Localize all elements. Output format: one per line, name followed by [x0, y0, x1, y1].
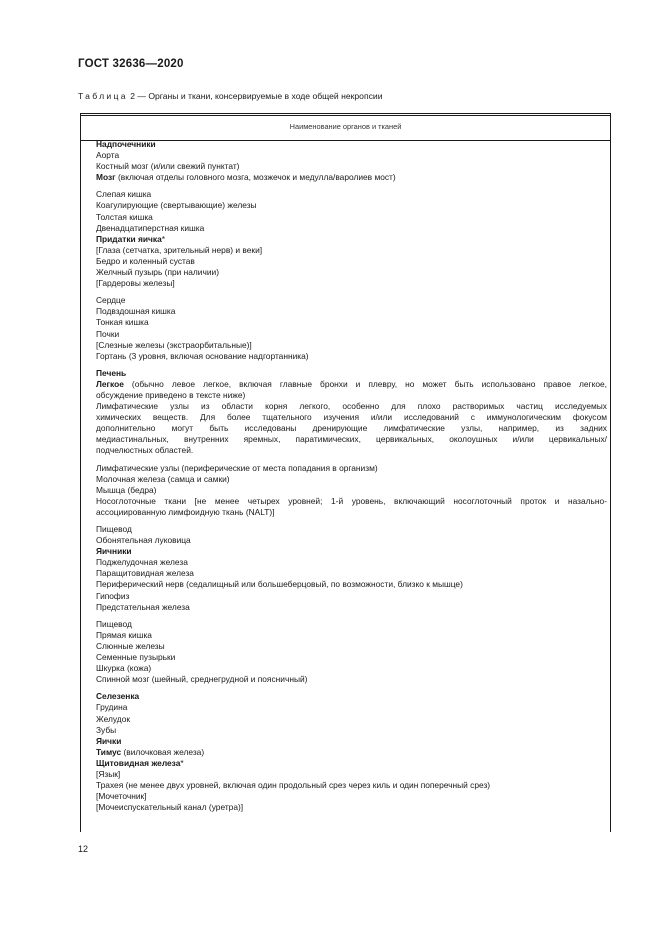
organ-item — [96, 212, 607, 223]
organ-name: Слюнные железы — [96, 640, 165, 651]
organ-item: Мышца (бедра) — [96, 484, 157, 495]
table-top-border-double — [80, 115, 611, 116]
organ-item-lung — [96, 379, 607, 390]
organ-item — [96, 652, 607, 663]
organ-name: Грудина — [96, 702, 128, 713]
organ-item — [96, 568, 607, 579]
organ-name: Пищевод — [96, 618, 132, 629]
organ-item — [96, 663, 607, 674]
organ-name: [Глаза (сетчатка, зрительный нерв) и веки] — [96, 244, 263, 255]
organ-item: Лимфатические узлы (периферические от места попадания в организм) — [96, 462, 378, 473]
organ-item — [96, 189, 607, 200]
document-code: ГОСТ 32636—2020 — [78, 58, 184, 70]
organ-name: Зубы — [96, 724, 117, 735]
organ-item — [96, 340, 607, 351]
organ-item — [96, 278, 607, 289]
organ-name: Гортань (3 уровня, включая основание надгортанника) — [96, 350, 309, 361]
organ-item — [96, 736, 607, 747]
organ-name: Обонятельная луковица — [96, 535, 191, 546]
column-header: Наименование органов и тканей — [289, 122, 402, 131]
organ-name: Подвздошная кишка — [96, 306, 176, 317]
organ-item — [96, 200, 607, 211]
organ-note: * — [161, 233, 166, 244]
organ-name: Паращитовидная железа — [96, 568, 194, 579]
organ-item — [96, 150, 607, 161]
lymph-node-text-line: медиастинальных, внутренних яремных, паратимических, цервикальных, околоушных и/или цервикальных/ — [96, 434, 607, 445]
table-left-border — [80, 113, 81, 832]
organ-name: Селезенка — [96, 691, 140, 702]
organ-item — [96, 758, 607, 769]
lung-note-1: (обычно левое легкое, включая главные бронхи и плевру, но может быть использовано правое легкое, — [123, 378, 607, 389]
organ-name: Яички — [96, 735, 122, 746]
organ-name: Слепая кишка — [96, 189, 152, 200]
organ-name: Шкурка (кожа) — [96, 663, 152, 674]
organ-name: Придатки яичка — [96, 233, 162, 244]
organ-name: Прямая кишка — [96, 629, 152, 640]
organ-name: Периферический нерв (седалищный или большеберцовый, по возможности, близко к мышце) — [96, 579, 463, 590]
organ-item — [96, 702, 607, 713]
organ-name: Трахея (не менее двух уровней, включая один продольный срез через киль и один поперечный срез) — [96, 780, 491, 791]
organ-name: Сердце — [96, 295, 126, 306]
caption-dash: — — [134, 91, 149, 101]
organ-name: Мозг — [96, 172, 116, 183]
lymph-node-text-line: дополнительно могут быть исследованы дренирующие лимфатические узлы, например, из задних — [96, 423, 607, 434]
organ-name: Яичники — [96, 546, 132, 557]
organ-item — [96, 691, 607, 702]
caption-text: Органы и ткани, консервируемые в ходе общей некропсии — [148, 91, 383, 101]
organ-item — [96, 674, 607, 685]
organ-item — [96, 602, 607, 613]
organ-item — [96, 557, 607, 568]
organ-item — [96, 524, 607, 535]
organ-name: Надпочечники — [96, 139, 156, 149]
organ-item — [96, 267, 607, 278]
organ-item — [96, 791, 607, 802]
organs-table — [80, 113, 611, 832]
organ-note: * — [180, 757, 184, 768]
organ-item: Молочная железа (самца и самки) — [96, 473, 230, 484]
organ-item-liver: Печень — [96, 367, 127, 378]
organ-item — [96, 139, 607, 150]
organ-item — [96, 630, 607, 641]
organ-name: [Язык] — [96, 768, 121, 779]
organ-name: Тимус — [96, 746, 122, 757]
caption-label: Таблица — [78, 91, 128, 101]
organ-name: Толстая кишка — [96, 211, 153, 222]
organ-item — [96, 223, 607, 234]
organ-name: Тонкая кишка — [96, 317, 149, 328]
organ-item — [96, 641, 607, 652]
organ-name: Пищевод — [96, 524, 132, 534]
lymph-node-text-last: подчелюстных областей. — [96, 445, 194, 456]
organ-name: [Слезные железы (экстраорбитальные)] — [96, 339, 252, 350]
organ-item — [96, 725, 607, 736]
organ-name: Двенадцатиперстная кишка — [96, 222, 205, 233]
organ-item — [96, 256, 607, 267]
organ-name: Щитовидная железа — [96, 757, 181, 768]
table-right-border — [610, 113, 611, 832]
organ-item — [96, 317, 607, 328]
nasal-tissue-line-2: ассоциированную лимфоидную ткань (NALT)] — [96, 506, 275, 517]
lung-note-2: обсуждение приведено в тексте ниже) — [96, 389, 246, 400]
organ-item — [96, 234, 607, 245]
table-top-border — [80, 113, 611, 114]
organ-item — [96, 747, 607, 758]
organ-item — [96, 579, 607, 590]
organ-name: Почки — [96, 328, 120, 339]
organ-name: [Мочеиспускательный канал (уретра)] — [96, 802, 244, 813]
lung-label: Легкое — [96, 378, 124, 389]
organ-item — [96, 769, 607, 780]
organ-item — [96, 591, 607, 602]
organ-name: [Мочеточник] — [96, 791, 147, 802]
organ-item — [96, 329, 607, 340]
organ-name: Поджелудочная железа — [96, 557, 188, 568]
lymph-node-text-line: Лимфатические узлы из области корня легкого, особенно для плохо растворимых частиц исследуемых — [96, 401, 607, 412]
organ-name: [Гардеровы железы] — [96, 278, 175, 289]
organ-item — [96, 780, 607, 791]
organ-name: Бедро и коленный сустав — [96, 255, 195, 266]
organ-name: Желудок — [96, 713, 131, 724]
organ-item — [96, 161, 607, 172]
organ-item — [96, 802, 607, 813]
nasal-tissue-line-1: Носоглоточные ткани [не менее четырех уровней; 1-й уровень, включающий носоглоточный проток и назально- — [96, 495, 607, 506]
page-number: 12 — [78, 844, 89, 854]
lymph-node-text-line: химических веществ. Для более тщательного изучения и/или исследований с иммунологическим фокусом — [96, 412, 607, 423]
table-caption — [78, 91, 383, 101]
organ-name: Спинной мозг (шейный, среднегрудной и поясничный) — [96, 674, 308, 685]
organ-name: Гипофиз — [96, 590, 130, 601]
organ-item — [96, 295, 607, 306]
organ-item — [96, 714, 607, 725]
caption-number: 2 — [130, 91, 135, 101]
organ-item — [96, 172, 607, 183]
organ-item — [96, 535, 607, 546]
organ-name: Предстательная железа — [96, 601, 190, 612]
organ-item — [96, 619, 607, 630]
organ-name: Коагулирующие (свертывающие) железы — [96, 200, 257, 211]
organ-item — [96, 546, 607, 557]
organ-name: Семенные пузырьки — [96, 652, 176, 663]
organ-item — [96, 351, 607, 362]
organ-item — [96, 306, 607, 317]
organ-name: Желчный пузырь (при наличии) — [96, 267, 219, 278]
table-body — [96, 139, 607, 813]
organ-item — [96, 245, 607, 256]
organ-note: (вилочковая железа) — [121, 746, 205, 757]
organ-note: (включая отделы головного мозга, мозжечок и медулла/варолиев мост) — [115, 172, 396, 183]
organ-name: Аорта — [96, 150, 120, 161]
organ-name: Костный мозг (и/или свежий пунктат) — [96, 161, 240, 172]
